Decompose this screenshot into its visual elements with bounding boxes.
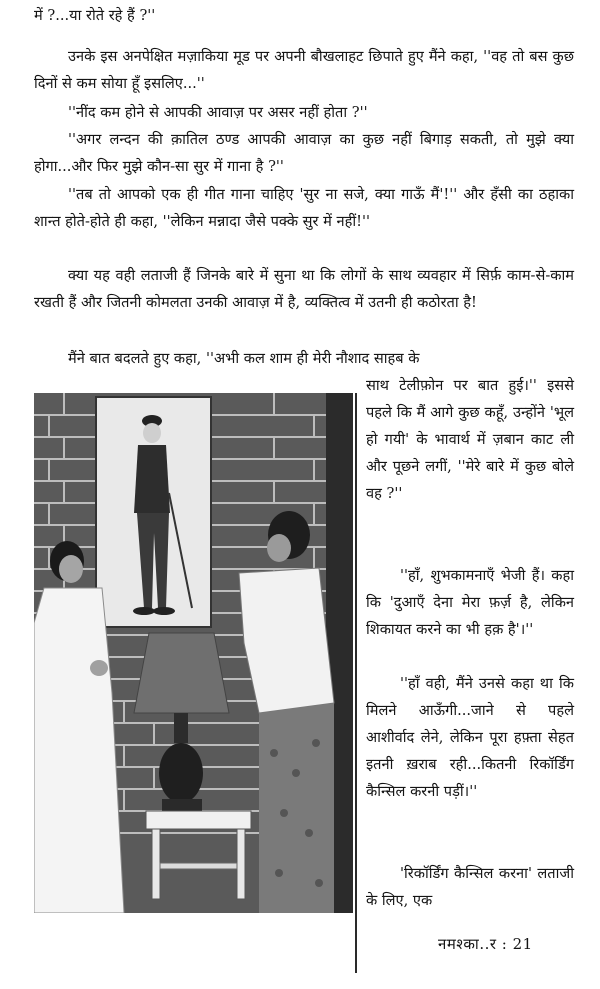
paragraph-1: में ?...या रोते रहे हैं ?'' — [34, 7, 156, 24]
right-column-paragraph-4: 'रिकॉर्डिंग कैन्सिल करना' लताजी के लिए, एक — [366, 865, 574, 909]
right-column-paragraph-3: ''हाँ वही, मैंने उनसे कहा था कि मिलने आऊँगी...जाने से पहले आशीर्वाद लेने, लेकिन पूरा हफ़्ता सेहत इतनी ख़राब रही...कितनी रिकॉर्डिंग कैन्सिल करनी पड़ीं।'' — [366, 675, 574, 800]
page-number: नमश्का..र : 21 — [438, 935, 533, 953]
right-column-paragraph-1: साथ टेलीफ़ोन पर बात हुई।'' इससे पहले कि मैं आगे कुछ कहूँ, उन्होंने 'भूल हो गयी' के भावार्थ में ज़बान काट ली और पूछने लगीं, ''मेरे बारे में कुछ बोले वह ?'' — [366, 377, 574, 502]
photo-lata-mangeshkar — [34, 393, 353, 913]
paragraph-6: क्या यह वही लताजी हैं जिनके बारे में सुना था कि लोगों के साथ व्यवहार में सिर्फ़ काम-से-काम रखती हैं और जितनी कोमलता उनकी आवाज़ में है, व्यक्तित्व में उतनी ही कठोरता है! — [34, 267, 574, 311]
paragraph-5: ''तब तो आपको एक ही गीत गाना चाहिए 'सुर ना सजे, क्या गाऊँ मैं'!'' और हँसी का ठहाका शान्त होते-होते ही कहा, ''लेकिन मन्नादा जैसे पक्के सुर में नहीं!'' — [34, 186, 574, 230]
paragraph-7: मैंने बात बदलते हुए कहा, ''अभी कल शाम ही मेरी नौशाद साहब के — [68, 350, 420, 367]
paragraph-3: ''नींद कम होने से आपकी आवाज़ पर असर नहीं होता ?'' — [68, 104, 368, 121]
paragraph-4: ''अगर लन्दन की क़ातिल ठण्ड आपकी आवाज़ का कुछ नहीं बिगाड़ सकती, तो मुझे क्या होगा...और फिर मुझे कौन-सा सुर में गाना है ?'' — [34, 131, 574, 175]
photo-edge-rule — [355, 393, 357, 973]
paragraph-2: उनके इस अनपेक्षित मज़ाकिया मूड पर अपनी बौखलाहट छिपाते हुए मैंने कहा, ''वह तो बस कुछ दिनों से कम सोया हूँ इसलिए...'' — [34, 48, 574, 92]
right-column-paragraph-2: ''हाँ, शुभकामनाएँ भेजी हैं। कहा कि 'दुआएँ देना मेरा फ़र्ज़ है, लेकिन शिकायत करने का भी हक़ है'।'' — [366, 567, 574, 638]
